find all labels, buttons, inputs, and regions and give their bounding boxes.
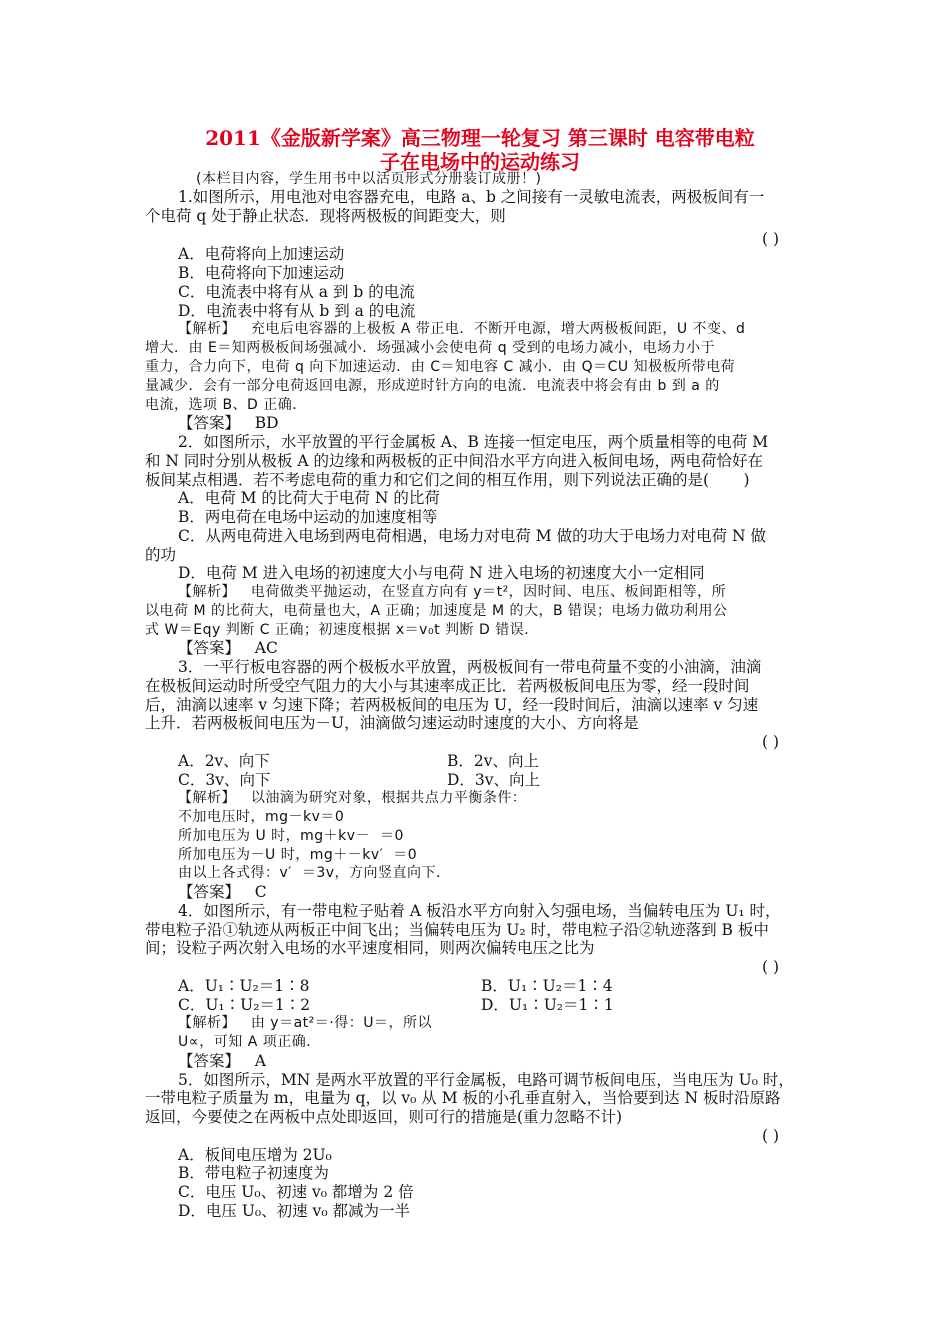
binding-note: (本栏目内容，学生用书中以活页形式分册装订成册！) [196,171,542,187]
text-line: 式 W＝Eqy 判断 C 正确；初速度根据 x＝v₀t 判断 D 错误． [145,622,539,638]
text-line: 【解析】 电荷做类平抛运动，在竖直方向有 y＝t²，因时间、电压、板间距相等，所 [178,584,727,600]
text-line: 重力，合力向下，电荷 q 向下加速运动．由 C＝知电容 C 减小．由 Q＝CU 知极板所带电荷 [145,359,736,375]
document-title-line-1: 2011《金版新学案》高三物理一轮复习 第三课时 电容带电粒 [205,126,755,150]
text-line: 上升．若两极板间电压为－U，油滴做匀速运动时速度的大小、方向将是 [145,714,639,732]
text-line: D．电荷 M 进入电场的初速度大小与电荷 N 进入电场的初速度大小一定相同 [178,564,705,582]
option-right-column: B．2v、向上 [447,752,540,770]
text-line: C．电压 U₀、初速 v₀ 都增为 2 倍 [178,1183,414,1201]
text-line: 返回，今要使之在两板中点处即返回，则可行的措施是(重力忽略不计) [145,1108,623,1126]
text-line: C．电流表中将有从 a 到 b 的电流 [178,283,415,301]
text-line: 【解析】 充电后电容器的上极板 A 带正电．不断开电源，增大两极板间距，U 不变、d [178,321,746,337]
option-right-column: D．3v、向上 [447,771,541,789]
text-line: 带电粒子沿①轨迹从两板正中间飞出；当偏转电压为 U₂ 时，带电粒子沿②轨迹落到 B 板中 [145,921,769,939]
text-line: 个电荷 q 处于静止状态．现将两极板的间距变大，则 [145,207,506,225]
text-line: 【答案】 BD [178,414,279,432]
text-line: B．带电粒子初速度为 [178,1164,329,1182]
text-line: 以电荷 M 的比荷大，电荷量也大，A 正确；加速度是 M 的大，B 错误；电场力做功利用公 [145,603,728,619]
text-line: 3．一平行板电容器的两个极板水平放置，两极板间有一带电荷量不变的小油滴，油滴 [178,658,762,676]
text-line: 【解析】 由 y＝at²＝·得：U＝，所以 [178,1015,432,1031]
answer-bracket: ( ) [762,230,780,248]
text-line: 在极板间运动时所受空气阻力的大小与其速率成正比．若两极板间电压为零，经一段时间 [145,677,750,695]
text-line: A．U₁∶U₂＝1∶8 [178,977,310,995]
text-line: 【解析】 以油滴为研究对象，根据共点力平衡条件： [178,790,527,806]
text-line: 1.如图所示，用电池对电容器充电，电路 a、b 之间接有一灵敏电流表，两极板间有一 [178,188,765,206]
text-line: B．两电荷在电场中运动的加速度相等 [178,508,438,526]
text-line: A．板间电压增为 2U₀ [178,1146,332,1164]
text-line: 所加电压为－U 时，mg＋－kv′ ＝0 [178,847,418,863]
text-line: A．电荷 M 的比荷大于电荷 N 的比荷 [178,489,440,507]
text-line: 增大．由 E＝知两极板间场强减小．场强减小会使电荷 q 受到的电场力减小，电场力小于 [145,340,716,356]
text-line: 5．如图所示，MN 是两水平放置的平行金属板，电路可调节板间电压，当电压为 U₀ 时， [178,1071,794,1089]
text-line: D．电压 U₀、初速 v₀ 都减为一半 [178,1202,410,1220]
text-line: B．电荷将向下加速运动 [178,264,345,282]
text-line: 电流，选项 B、D 正确． [145,397,307,413]
answer-bracket: ( ) [762,733,780,751]
text-line: 一带电粒子质量为 m，电量为 q，以 v₀ 从 M 板的小孔垂直射入，当恰要到达 N 板时沿原路 [145,1089,781,1107]
text-line: 【答案】 A [178,1052,266,1070]
text-line: 后，油滴以速率 v 匀速下降；若两极板间的电压为 U，经一段时间后，油滴以速率 v 匀速 [145,696,759,714]
text-line: C．从两电荷进入电场到两电荷相遇，电场力对电荷 M 做的功大于电场力对电荷 N 做 [178,527,767,545]
option-right-column: B．U₁∶U₂＝1∶4 [481,977,613,995]
answer-bracket: ( ) [762,1127,780,1145]
text-line: 【答案】 AC [178,639,278,657]
text-line: 的功 [145,546,177,564]
text-line: C．3v、向下 [178,771,271,789]
document-title-line-2: 子在电场中的运动练习 [380,150,580,174]
text-line: 和 N 同时分别从极板 A 的边缘和两极板的正中间沿水平方向进入板间电场，两电荷恰好在 [145,452,763,470]
text-line: 2．如图所示，水平放置的平行金属板 A、B 连接一恒定电压，两个质量相等的电荷 M [178,433,769,451]
answer-bracket: ( ) [762,958,780,976]
text-line: 所加电压为 U 时，mg＋kv－ ＝0 [178,828,404,844]
text-line: D．电流表中将有从 b 到 a 的电流 [178,302,416,320]
text-line: 量减少．会有一部分电荷返回电源，形成逆时针方向的电流．电流表中将会有由 b 到 a 的 [145,378,720,394]
text-line: 不加电压时，mg－kv＝0 [178,809,345,825]
text-line: 由以上各式得：v′ ＝3v，方向竖直向下． [178,865,451,881]
text-line: A．2v、向下 [178,752,270,770]
text-line: 【答案】 C [178,883,267,901]
text-line: 板间某点相遇．若不考虑电荷的重力和它们之间的相互作用，则下列说法正确的是( ) [145,471,750,489]
text-line: 4．如图所示，有一带电粒子贴着 A 板沿水平方向射入匀强电场，当偏转电压为 U₁ 时， [178,902,781,920]
text-line: 间；设粒子两次射入电场的水平速度相同，则两次偏转电压之比为 [145,939,595,957]
option-right-column: D．U₁∶U₂＝1∶1 [481,996,614,1014]
text-line: A．电荷将向上加速运动 [178,245,345,263]
text-line: U∝，可知 A 项正确． [178,1034,321,1050]
text-line: C．U₁∶U₂＝1∶2 [178,996,311,1014]
